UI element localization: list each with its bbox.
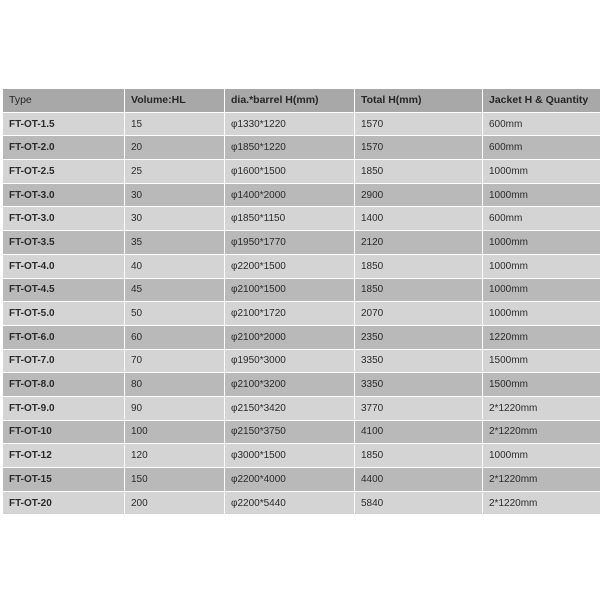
cell-total-height: 4100 [355, 420, 483, 444]
cell-type: FT-OT-2.0 [3, 136, 125, 160]
cell-diameter-barrel-height: φ1950*1770 [225, 231, 355, 255]
cell-volume: 25 [125, 160, 225, 184]
cell-total-height: 3350 [355, 349, 483, 373]
cell-type: FT-OT-20 [3, 491, 125, 515]
header-diameter-barrel-height: dia.*barrel H(mm) [225, 89, 355, 113]
cell-jacket: 2*1220mm [483, 420, 600, 444]
table-row [3, 136, 600, 160]
table-body [3, 112, 600, 515]
cell-jacket: 1000mm [483, 278, 600, 302]
cell-total-height: 2350 [355, 325, 483, 349]
cell-diameter-barrel-height: φ2200*1500 [225, 254, 355, 278]
cell-diameter-barrel-height: φ1600*1500 [225, 160, 355, 184]
cell-total-height: 5840 [355, 491, 483, 515]
table-row [3, 396, 600, 420]
cell-diameter-barrel-height: φ1850*1220 [225, 136, 355, 160]
cell-jacket: 600mm [483, 112, 600, 136]
cell-type: FT-OT-9.0 [3, 396, 125, 420]
cell-diameter-barrel-height: φ2100*1720 [225, 302, 355, 326]
cell-total-height: 1850 [355, 444, 483, 468]
cell-type: FT-OT-3.5 [3, 231, 125, 255]
cell-diameter-barrel-height: φ2100*1500 [225, 278, 355, 302]
cell-jacket: 2*1220mm [483, 468, 600, 492]
cell-diameter-barrel-height: φ2200*4000 [225, 468, 355, 492]
cell-type: FT-OT-4.5 [3, 278, 125, 302]
cell-jacket: 1220mm [483, 325, 600, 349]
table-row [3, 491, 600, 515]
cell-jacket: 1000mm [483, 302, 600, 326]
cell-diameter-barrel-height: φ1400*2000 [225, 183, 355, 207]
cell-volume: 90 [125, 396, 225, 420]
cell-total-height: 4400 [355, 468, 483, 492]
cell-jacket: 600mm [483, 207, 600, 231]
cell-volume: 15 [125, 112, 225, 136]
table-row [3, 302, 600, 326]
cell-type: FT-OT-3.0 [3, 183, 125, 207]
cell-total-height: 3350 [355, 373, 483, 397]
table-row [3, 373, 600, 397]
cell-jacket: 1000mm [483, 444, 600, 468]
cell-diameter-barrel-height: φ2150*3420 [225, 396, 355, 420]
cell-type: FT-OT-7.0 [3, 349, 125, 373]
header-total-height: Total H(mm) [355, 89, 483, 113]
cell-jacket: 600mm [483, 136, 600, 160]
cell-total-height: 2900 [355, 183, 483, 207]
table-row [3, 207, 600, 231]
cell-total-height: 1570 [355, 112, 483, 136]
cell-jacket: 1000mm [483, 183, 600, 207]
cell-diameter-barrel-height: φ2150*3750 [225, 420, 355, 444]
cell-type: FT-OT-4.0 [3, 254, 125, 278]
cell-volume: 200 [125, 491, 225, 515]
cell-jacket: 2*1220mm [483, 396, 600, 420]
table-row [3, 254, 600, 278]
cell-volume: 80 [125, 373, 225, 397]
cell-type: FT-OT-10 [3, 420, 125, 444]
cell-type: FT-OT-1.5 [3, 112, 125, 136]
specification-table [2, 88, 600, 515]
cell-type: FT-OT-8.0 [3, 373, 125, 397]
table-row [3, 112, 600, 136]
cell-volume: 35 [125, 231, 225, 255]
cell-volume: 20 [125, 136, 225, 160]
header-jacket-height-quantity: Jacket H & Quantity [483, 89, 600, 113]
cell-volume: 150 [125, 468, 225, 492]
cell-diameter-barrel-height: φ1950*3000 [225, 349, 355, 373]
cell-total-height: 2070 [355, 302, 483, 326]
cell-type: FT-OT-5.0 [3, 302, 125, 326]
cell-jacket: 2*1220mm [483, 491, 600, 515]
cell-jacket: 1500mm [483, 349, 600, 373]
header-volume: Volume:HL [125, 89, 225, 113]
cell-total-height: 1850 [355, 254, 483, 278]
cell-diameter-barrel-height: φ1850*1150 [225, 207, 355, 231]
cell-type: FT-OT-12 [3, 444, 125, 468]
cell-jacket: 1000mm [483, 160, 600, 184]
table-row [3, 160, 600, 184]
cell-jacket: 1000mm [483, 254, 600, 278]
table-row [3, 325, 600, 349]
cell-type: FT-OT-6.0 [3, 325, 125, 349]
table-header-row [3, 89, 600, 113]
header-type: Type [3, 89, 125, 113]
cell-total-height: 1570 [355, 136, 483, 160]
table-row [3, 278, 600, 302]
table-row [3, 420, 600, 444]
cell-total-height: 1850 [355, 278, 483, 302]
cell-jacket: 1000mm [483, 231, 600, 255]
cell-diameter-barrel-height: φ2100*3200 [225, 373, 355, 397]
cell-volume: 40 [125, 254, 225, 278]
cell-type: FT-OT-3.0 [3, 207, 125, 231]
table-row [3, 468, 600, 492]
cell-volume: 45 [125, 278, 225, 302]
cell-diameter-barrel-height: φ1330*1220 [225, 112, 355, 136]
cell-total-height: 3770 [355, 396, 483, 420]
cell-volume: 30 [125, 207, 225, 231]
cell-volume: 70 [125, 349, 225, 373]
cell-total-height: 1400 [355, 207, 483, 231]
cell-type: FT-OT-2.5 [3, 160, 125, 184]
cell-volume: 30 [125, 183, 225, 207]
cell-type: FT-OT-15 [3, 468, 125, 492]
cell-diameter-barrel-height: φ2100*2000 [225, 325, 355, 349]
cell-jacket: 1500mm [483, 373, 600, 397]
table-row [3, 231, 600, 255]
cell-volume: 60 [125, 325, 225, 349]
table-row [3, 349, 600, 373]
cell-volume: 120 [125, 444, 225, 468]
table-row [3, 444, 600, 468]
cell-total-height: 1850 [355, 160, 483, 184]
table-row [3, 183, 600, 207]
cell-volume: 50 [125, 302, 225, 326]
cell-volume: 100 [125, 420, 225, 444]
cell-diameter-barrel-height: φ2200*5440 [225, 491, 355, 515]
cell-diameter-barrel-height: φ3000*1500 [225, 444, 355, 468]
cell-total-height: 2120 [355, 231, 483, 255]
